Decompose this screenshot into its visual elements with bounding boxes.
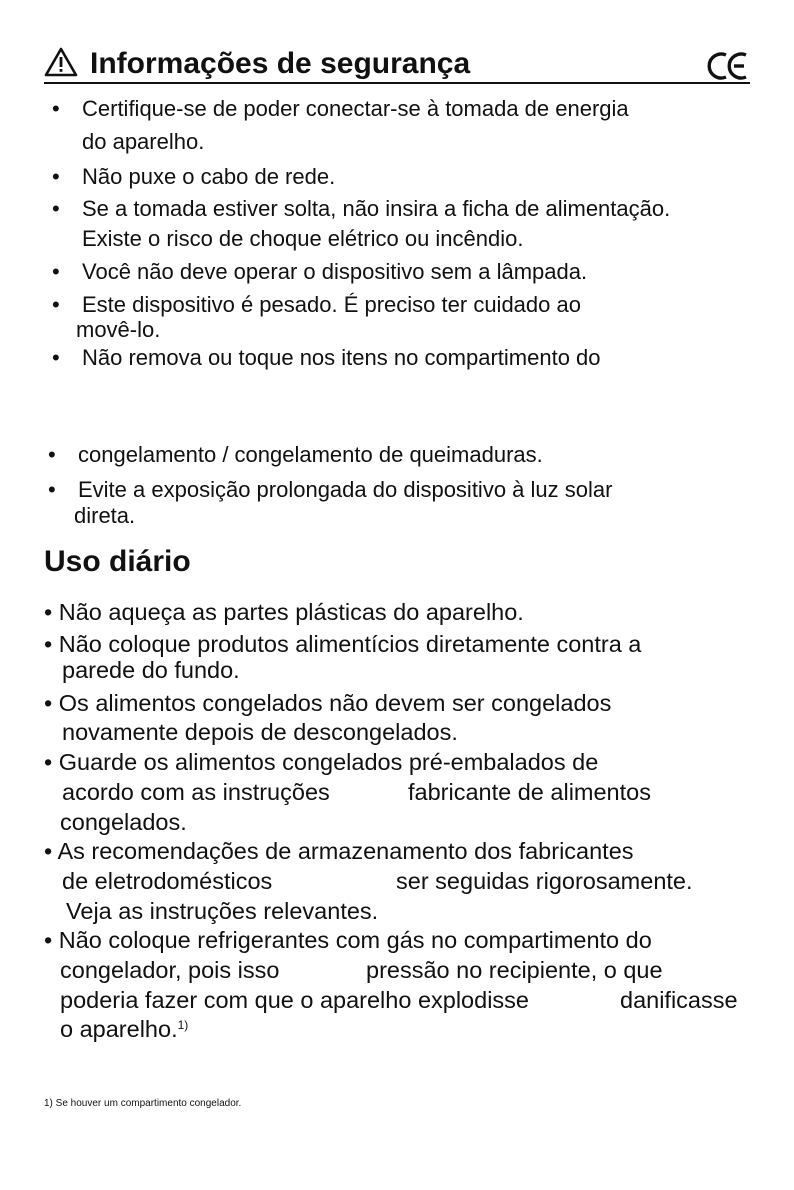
safety-item-4-line-1: Você não deve operar o dispositivo sem a lâmpada.: [82, 259, 588, 284]
footnote-reference: 1): [177, 1018, 189, 1032]
bullet-dot: •: [52, 292, 60, 317]
bullet-dot: •: [48, 442, 56, 467]
daily-item-5-line-1: • As recomendações de armazenamento dos fabricantes: [44, 838, 634, 864]
daily-item-3-line-1: • Os alimentos congelados não devem ser congelados: [44, 690, 612, 716]
daily-item-5-line-2b: ser seguidas rigorosamente.: [396, 868, 693, 894]
safety-item-3-line-1: Se a tomada estiver solta, não insira a ficha de alimentação.: [82, 196, 671, 221]
section-title-daily-use: Uso diário: [44, 545, 191, 578]
safety-item-1-line-1: Certifique-se de poder conectar-se à tomada de energia: [82, 96, 629, 121]
daily-item-4-line-3: congelados.: [60, 809, 187, 835]
warning-triangle-icon: [44, 46, 78, 78]
bullet-dot: •: [48, 477, 56, 502]
safety-item-2-line-1: Não puxe o cabo de rede.: [82, 164, 336, 189]
footnote: 1) Se houver um compartimento congelador.: [44, 1098, 242, 1109]
daily-item-2-line-2: parede do fundo.: [62, 657, 240, 683]
daily-item-1-line-1: • Não aqueça as partes plásticas do aparelho.: [44, 599, 524, 625]
daily-item-6-line-4: [60, 1015, 188, 1043]
safety-item-7-line-1: congelamento / congelamento de queimaduras.: [78, 442, 543, 467]
daily-item-3-line-2: novamente depois de descongelados.: [62, 719, 458, 745]
daily-item-6-line-1: • Não coloque refrigerantes com gás no compartimento do: [44, 927, 652, 953]
daily-item-6-line-3b: danificasse: [620, 987, 738, 1013]
daily-item-4-line-2a: acordo com as instruções: [62, 779, 330, 805]
safety-item-6-line-1: Não remova ou toque nos itens no compartimento do: [82, 345, 601, 370]
daily-item-4-line-1: • Guarde os alimentos congelados pré-embalados de: [44, 749, 599, 775]
safety-item-8-line-1: Evite a exposição prolongada do dispositivo à luz solar: [78, 477, 613, 502]
safety-item-5-line-1: Este dispositivo é pesado. É preciso ter cuidado ao: [82, 292, 581, 317]
safety-item-3-line-2: Existe o risco de choque elétrico ou incêndio.: [82, 226, 524, 251]
bullet-dot: •: [52, 259, 60, 284]
daily-item-2-line-1: • Não coloque produtos alimentícios diretamente contra a: [44, 631, 642, 657]
daily-item-5-line-3: Veja as instruções relevantes.: [66, 898, 379, 924]
daily-item-6-line-2a: congelador, pois isso: [60, 957, 280, 983]
ce-mark-icon: [706, 50, 752, 82]
safety-item-8-line-2: direta.: [74, 503, 136, 528]
bullet-dot: •: [52, 164, 60, 189]
safety-item-5-line-2: movê-lo.: [76, 317, 161, 342]
daily-item-5-line-2a: de eletrodomésticos: [62, 868, 273, 894]
daily-item-4-line-2b: fabricante de alimentos: [408, 779, 651, 805]
bullet-dot: •: [52, 96, 60, 121]
safety-item-1-line-2: do aparelho.: [82, 129, 205, 154]
daily-item-6-line-4-text: o aparelho.: [60, 1016, 178, 1042]
bullet-dot: •: [52, 196, 60, 221]
bullet-dot: •: [52, 345, 60, 370]
section-title-safety: Informações de segurança: [90, 47, 471, 80]
daily-item-6-line-3a: poderia fazer com que o aparelho explodisse: [60, 987, 529, 1013]
daily-item-6-line-2b: pressão no recipiente, o que: [366, 957, 663, 983]
title-underline: [44, 82, 750, 84]
